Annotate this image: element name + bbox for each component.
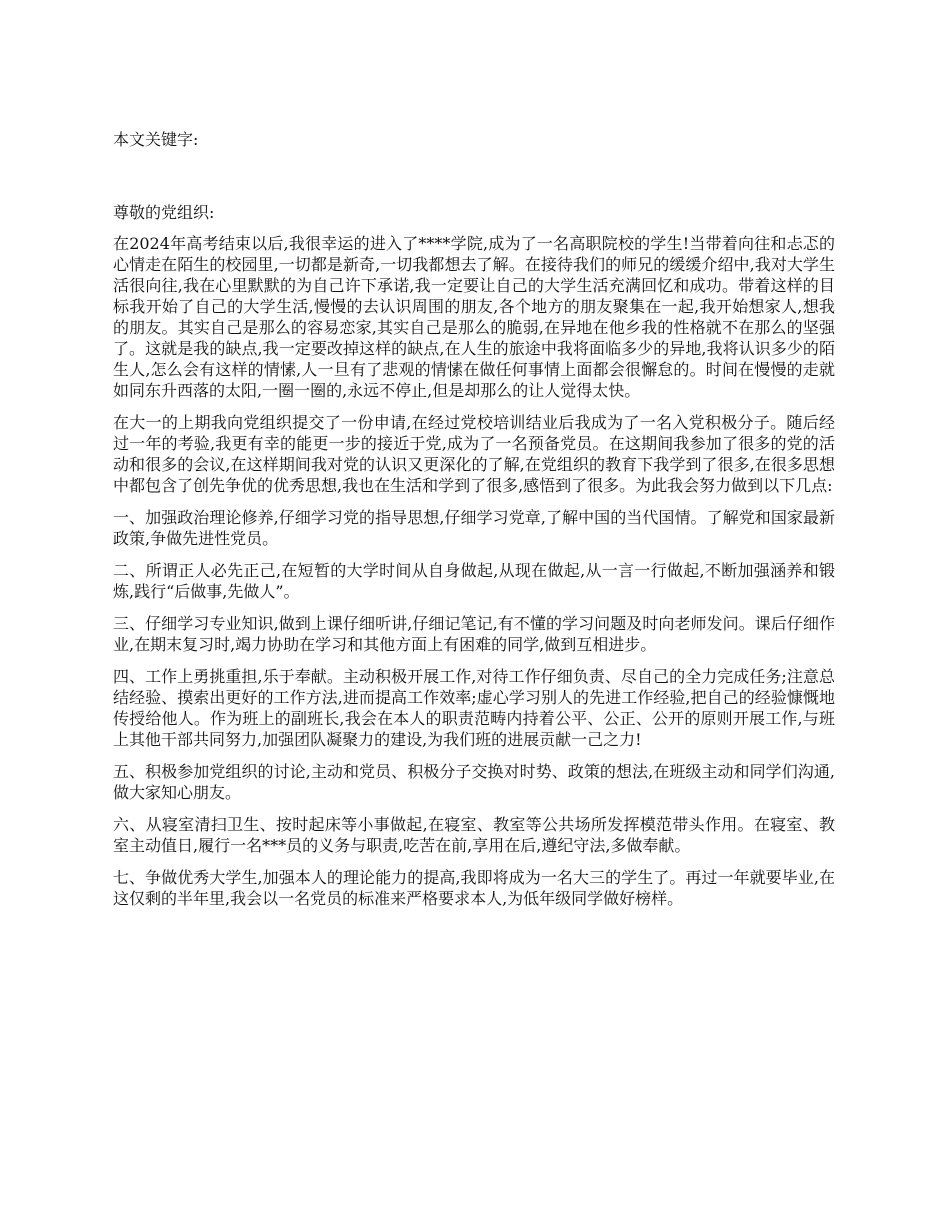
paragraph: 七、争做优秀大学生,加强本人的理论能力的提高,我即将成为一名大三的学生了。再过一年就要毕业,在这仅剩的半年里,我会以一名党员的标准来严格要求本人,为低年级同学做好榜样。 (113, 868, 835, 908)
paragraph: 三、仔细学习专业知识,做到上课仔细听讲,仔细记笔记,有不懂的学习问题及时向老师发问。课后仔细作业,在期末复习时,竭力协助在学习和其他方面上有困难的同学,做到互相进步。 (113, 614, 835, 654)
paragraph: 六、从寝室清扫卫生、按时起床等小事做起,在寝室、教室等公共场所发挥模范带头作用。在寝室、教室主动值日,履行一名***员的义务与职责,吃苦在前,享用在后,遵纪守法,多做奉献。 (113, 815, 835, 855)
keywords-label: 本文关键字: (113, 130, 199, 149)
paragraph: 在大一的上期我向党组织提交了一份申请,在经过党校培训结业后我成为了一名入党积极分子。随后经过一年的考验,我更有幸的能更一步的接近于党,成为了一名预备党员。在这期间我参加了很多的党的活动和很多的会议,在这样期间我对党的认识又更深化的了解,在党组织的教育下我学到了很多,在很多思想中都包含了创先争优的优秀思想,我也在生活和学到了很多,感悟到了很多。为此我会努力做到以下几点: (113, 413, 835, 495)
letter-body (113, 233, 835, 920)
paragraph: 二、所谓正人必先正己,在短暂的大学时间从自身做起,从现在做起,从一言一行做起,不断加强涵养和锻炼,践行“后做事,先做人”。 (113, 561, 835, 601)
paragraph: 四、工作上勇挑重担,乐于奉献。主动积极开展工作,对待工作仔细负责、尽自己的全力完成任务;注意总结经验、摸索出更好的工作方法,进而提高工作效率;虚心学习别人的先进工作经验,把自己的经验慷慨地传授给他人。作为班上的副班长,我会在本人的职责范畴内持着公平、公正、公开的原则开展工作,与班上其他干部共同努力,加强团队凝聚力的建设,为我们班的进展贡献一己之力! (113, 667, 835, 749)
paragraph: 五、积极参加党组织的讨论,主动和党员、积极分子交换对时势、政策的想法,在班级主动和同学们沟通,做大家知心朋友。 (113, 762, 835, 802)
paragraph: 一、加强政治理论修养,仔细学习党的指导思想,仔细学习党章,了解中国的当代国情。了解党和国家最新政策,争做先进性党员。 (113, 508, 835, 548)
letter-greeting: 尊敬的党组织: (113, 203, 215, 222)
paragraph: 在2024年高考结束以后,我很幸运的进入了****学院,成为了一名高职院校的学生!当带着向往和忐忑的心情走在陌生的校园里,一切都是新奇,一切我都想去了解。在接待我们的师兄的缓缓介绍中,我对大学生活很向往,我在心里默默的为自己许下承诺,我一定要让自己的大学生活充满回忆和成功。带着这样的目标我开始了自己的大学生活,慢慢的去认识周围的朋友,各个地方的朋友聚集在一起,我开始想家人,想我的朋友。其实自己是那么的容易恋家,其实自己是那么的脆弱,在异地在他乡我的性格就不在那么的坚强了。这就是我的缺点,我一定要改掉这样的缺点,在人生的旅途中我将面临多少的异地,我将认识多少的陌生人,怎么会有这样的情愫,人一旦有了悲观的情愫在做任何事情上面都会很懈怠的。时间在慢慢的走就如同东升西落的太阳,一圈一圈的,永远不停止,但是却那么的让人觉得太快。 (113, 234, 835, 400)
